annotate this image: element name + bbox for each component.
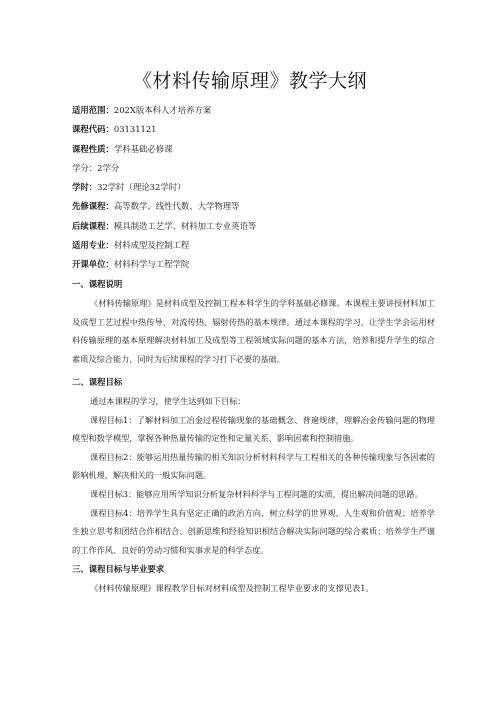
- meta-row-scope: [72, 101, 452, 120]
- meta-value: 材料成型及控制工程: [113, 240, 190, 251]
- goal-item: 课程目标2：能够运用热量传输的相关知识分析材料科学与工程相关的各种传输现象与各因素的影响机理，解决相关的一般实际问题。: [72, 451, 435, 481]
- meta-label: 先修课程：: [72, 201, 114, 212]
- meta-value: 202X版本科人才培养方案: [113, 105, 212, 115]
- meta-row-major: [72, 236, 452, 255]
- course-info-list: [72, 101, 452, 275]
- section-heading: 一、课程说明: [72, 279, 123, 289]
- meta-value: 学科基础必修课: [113, 143, 173, 154]
- meta-row-followups: [72, 217, 452, 236]
- meta-value: 03131121: [113, 124, 157, 135]
- meta-row-prerequisites: [72, 197, 452, 216]
- section-course-goals: [72, 375, 435, 559]
- meta-value: 高等数学、线性代数、大学物理等: [113, 201, 240, 212]
- meta-value: 32学时（理论32学时）: [97, 182, 186, 193]
- goal-item: 课程目标3：能够应用所学知识分析复杂材料科学与工程问题的实质，提出解决问题的思路。: [90, 488, 423, 499]
- meta-label: 后续课程：: [72, 220, 114, 231]
- meta-label: 适用范围：: [72, 105, 114, 115]
- section-heading: 三、课程目标与毕业要求: [72, 564, 165, 574]
- section-paragraph: 《材料传输原理》课程教学目标对材料成型及控制工程毕业要求的支撑见表1。: [90, 583, 374, 593]
- document-title: 《材料传输原理》教学大纲: [132, 70, 367, 92]
- section-paragraph: 《材料传输原理》是材料成型及控制工程本科学生的学科基础必修课。本课程主要讲授材料加工及成型工艺过程中热传导、对流传热、辐射传热的基本规律。通过本课程的学习，让学生学会运用材料传输原理的基本原理解决材料加工及成型等工程领域实际问题的基本方法，培养和提升学生的综合素质及综合能力，同时为后续课程的学习打下必要的基础。: [72, 298, 435, 364]
- meta-row-code: [72, 120, 452, 139]
- meta-label: 学分：: [72, 162, 98, 173]
- goals-intro: 通过本课程的学习，使学生达到如下目标：: [90, 396, 246, 406]
- meta-label: 课程性质：: [72, 143, 114, 154]
- meta-value: 模具制造工艺学、材料加工专业英语等: [113, 220, 257, 231]
- meta-row-hours: [72, 178, 452, 197]
- section-course-description: [72, 277, 435, 368]
- meta-label: 学时：: [72, 182, 98, 193]
- meta-label: 课程代码：: [72, 124, 114, 135]
- meta-value: 2学分: [97, 162, 120, 173]
- meta-value: 材料科学与工程学院: [113, 259, 190, 270]
- meta-label: 适用专业：: [72, 240, 114, 251]
- goal-item: 课程目标4：培养学生具有坚定正确的政治方向，树立科学的世界观、人生观和价值观；培养学生独立思考和团结合作相结合、创新思维和经验知识相结合解决实际问题的综合素质；培养学生严谨的工作作风、良好的劳动习惯和实事求是的科学态度。: [72, 507, 435, 555]
- section-goals-graduation: [72, 562, 435, 598]
- meta-row-nature: [72, 140, 452, 159]
- meta-label: 开课单位：: [72, 259, 114, 270]
- goal-item: 课程目标1：了解材料加工冶金过程传输现象的基础概念、普遍规律，理解冶金传输问题的物理模型和数学模型，掌握各种热量传输的定性和定量关系、影响因素和控制措施。: [72, 414, 435, 444]
- meta-row-unit: [72, 255, 452, 274]
- meta-row-credits: [72, 159, 452, 178]
- section-heading: 二、课程目标: [72, 377, 123, 387]
